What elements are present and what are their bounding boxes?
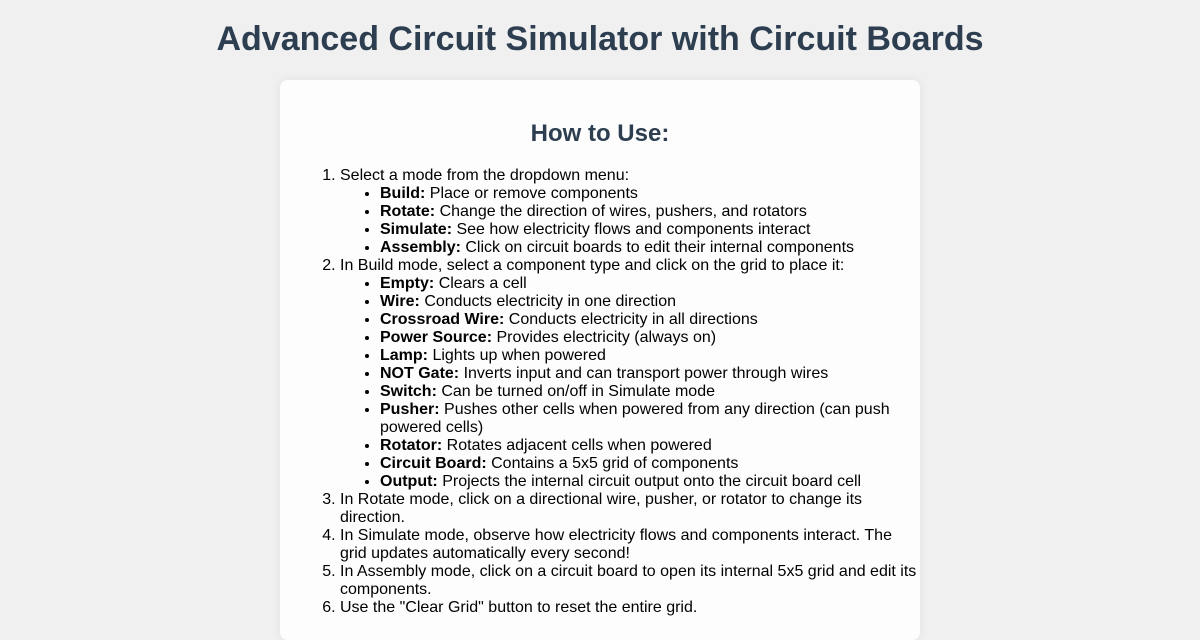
mode-term: Simulate: [380,221,453,238]
component-item-lamp [380,347,920,365]
component-term: Power Source: [380,329,493,346]
mode-desc: See how electricity flows and components interact [456,221,811,238]
mode-desc: Click on circuit boards to edit their internal components [465,239,855,256]
component-desc: Pushes other cells when powered from any direction (can push powered cells) [380,401,890,436]
component-desc: Projects the internal circuit output onto the circuit board cell [442,473,862,490]
step-item [340,527,920,563]
instructions-steps-list [320,167,920,617]
mode-item-simulate [380,221,920,239]
page-title: Advanced Circuit Simulator with Circuit Boards [216,20,984,58]
mode-term: Rotate: [380,203,436,220]
component-term: Pusher: [380,401,440,418]
component-desc: Conducts electricity in one direction [424,293,676,310]
component-desc: Conducts electricity in all directions [508,311,758,328]
component-desc: Contains a 5x5 grid of components [491,455,739,472]
step-text: In Build mode, select a component type and click on the grid to place it: [340,257,845,274]
step-item [340,599,920,617]
instructions-heading: How to Use: [530,120,670,147]
component-term: Lamp: [380,347,428,364]
mode-item-rotate [380,203,920,221]
component-term: Crossroad Wire: [380,311,505,328]
component-term: Empty: [380,275,435,292]
component-item-output [380,473,920,491]
component-desc: Inverts input and can transport power through wires [463,365,829,382]
step-text: In Simulate mode, observe how electricity flows and components interact. The grid updates automatically every second! [340,527,892,562]
component-term: Output: [380,473,438,490]
component-desc: Lights up when powered [432,347,606,364]
step-item [340,563,920,599]
component-item-power-source [380,329,920,347]
component-item-not-gate [380,365,920,383]
component-item-switch [380,383,920,401]
component-item-empty [380,275,920,293]
component-item-crossroad-wire [380,311,920,329]
mode-term: Build: [380,185,426,202]
step-text: In Rotate mode, click on a directional wire, pusher, or rotator to change its direction. [340,491,863,526]
step-text: Select a mode from the dropdown menu: [340,167,630,184]
component-list [340,275,920,491]
component-term: Switch: [380,383,437,400]
mode-desc: Change the direction of wires, pushers, and rotators [439,203,807,220]
step-item [340,257,920,491]
component-item-circuit-board [380,455,920,473]
component-term: Wire: [380,293,420,310]
mode-term: Assembly: [380,239,461,256]
component-desc: Clears a cell [438,275,527,292]
step-item [340,491,920,527]
component-term: Circuit Board: [380,455,487,472]
mode-item-assembly [380,239,920,257]
instructions-panel [280,80,920,640]
component-item-rotator [380,437,920,455]
mode-desc: Place or remove components [429,185,638,202]
component-term: NOT Gate: [380,365,460,382]
component-desc: Provides electricity (always on) [496,329,717,346]
step-text: In Assembly mode, click on a circuit board to open its internal 5x5 grid and edit its components. [340,563,917,598]
step-text: Use the "Clear Grid" button to reset the entire grid. [340,599,698,616]
component-item-wire [380,293,920,311]
step-item [340,167,920,257]
component-item-pusher [380,401,920,437]
component-term: Rotator: [380,437,443,454]
component-desc: Rotates adjacent cells when powered [446,437,712,454]
mode-list [340,185,920,257]
component-desc: Can be turned on/off in Simulate mode [441,383,715,400]
mode-item-build [380,185,920,203]
